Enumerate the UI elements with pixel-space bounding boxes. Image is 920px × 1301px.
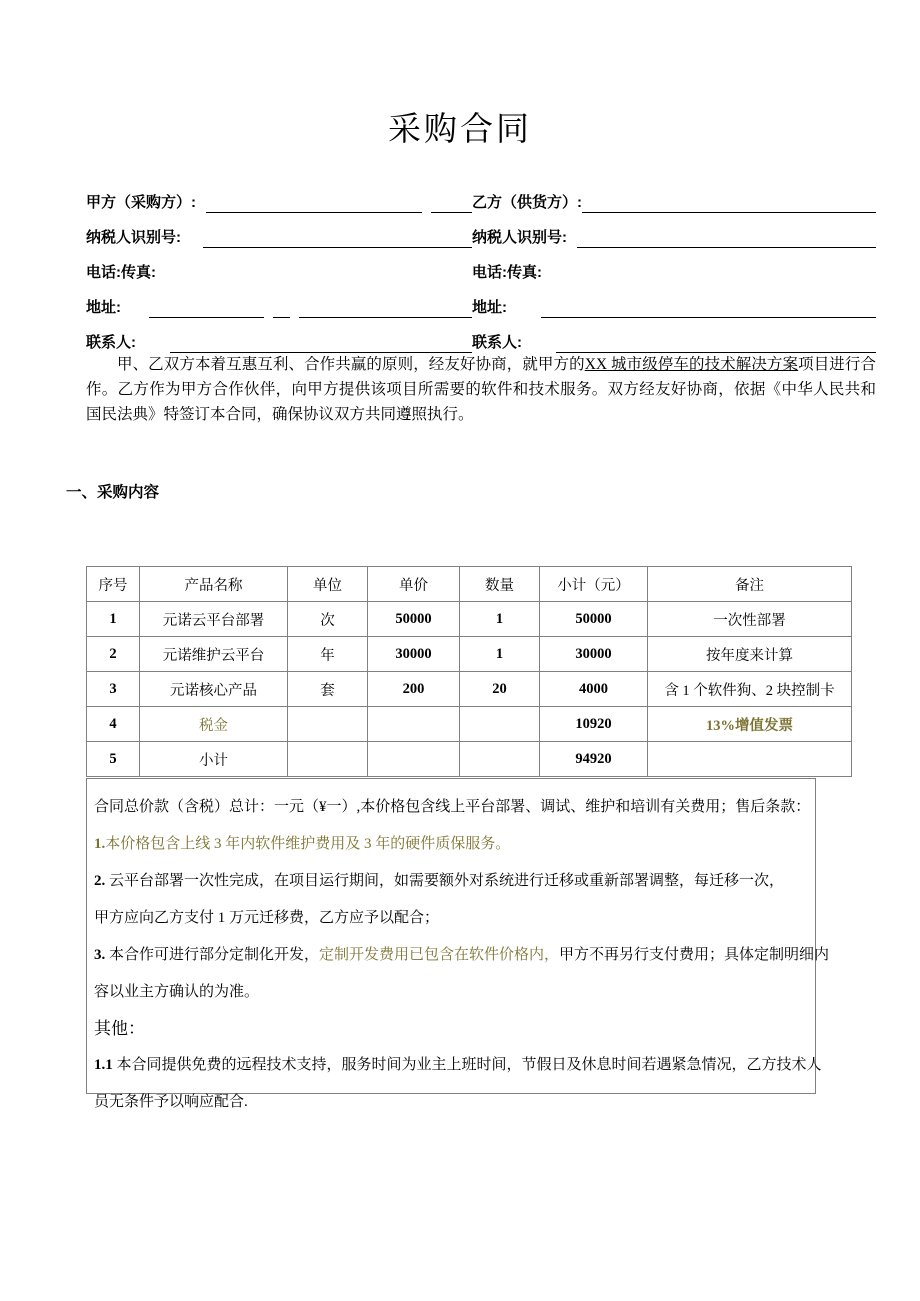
cell-unit <box>288 742 368 777</box>
party-input-seller[interactable] <box>582 195 876 213</box>
terms-and-conditions-box <box>86 778 830 1110</box>
cell-unit: 年 <box>288 637 368 672</box>
address-input-buyer-part3[interactable] <box>299 300 472 318</box>
terms-item-1-1 <box>94 1047 822 1084</box>
party-row-taxid <box>86 213 876 248</box>
cell-remark: 按年度来计算 <box>648 637 852 672</box>
cell-price: 50000 <box>368 602 460 637</box>
phone-input-buyer[interactable] <box>162 266 472 283</box>
address-label-buyer: 地址: <box>86 299 121 316</box>
cell-price <box>368 742 460 777</box>
cell-quantity <box>460 742 540 777</box>
terms-item-1 <box>94 826 808 863</box>
table-row <box>87 672 852 707</box>
contact-label-seller: 联系人: <box>472 334 522 351</box>
page-title: 采购合同 <box>388 112 532 148</box>
table-header-product: 产品名称 <box>140 567 288 602</box>
cell-unit: 套 <box>288 672 368 707</box>
cell-subtotal: 30000 <box>540 637 648 672</box>
terms-item-2-continued: 甲方应向乙方支付 1 万元迁移费，乙方应予以配合； <box>94 910 440 926</box>
cell-price: 200 <box>368 672 460 707</box>
taxid-label-buyer: 纳税人识别号: <box>86 229 181 246</box>
address-field-buyer <box>86 298 472 318</box>
table-row <box>87 637 852 672</box>
cell-remark: 一次性部署 <box>648 602 852 637</box>
cell-remark: 含 1 个软件狗、2 块控制卡 <box>648 672 852 707</box>
terms-item-3-continued: 容以业主方确认的为准。 <box>94 984 260 1000</box>
cell-subtotal: 50000 <box>540 602 648 637</box>
terms-item-1-number: 1. <box>94 836 106 852</box>
phone-label-seller: 电话:传真: <box>472 264 542 281</box>
cell-product: 元诺云平台部署 <box>140 602 288 637</box>
address-label-seller: 地址: <box>472 299 507 316</box>
cell-quantity: 1 <box>460 637 540 672</box>
terms-total-price-line: 合同总价款（含税）总计：一元（¥一）,本价格包含线上平台部署、调试、维护和培训有关费用；售后条款： <box>94 799 811 815</box>
cell-index: 3 <box>87 672 140 707</box>
spacer <box>264 301 273 318</box>
terms-item-2 <box>94 863 808 900</box>
contact-label-buyer: 联系人: <box>86 334 136 351</box>
party-input-buyer-extra[interactable] <box>431 195 472 213</box>
intro-text-part2: 项目进行合作。乙方作为甲方合作伙伴，向甲方提供该项目所需要的软件和技术服务。双方经友好协商，依据《中华人民共和国民法典》特签订本合同，确保协议双方共同遵照执行。 <box>86 356 876 423</box>
party-input-buyer[interactable] <box>206 195 422 213</box>
taxid-field-seller <box>472 228 876 248</box>
table-header-unit: 单位 <box>288 567 368 602</box>
party-label-buyer: 甲方（采购方）: <box>86 194 196 211</box>
taxid-label-seller: 纳税人识别号: <box>472 229 567 246</box>
cell-unit <box>288 707 368 742</box>
table-row <box>87 707 852 742</box>
cell-index: 4 <box>87 707 140 742</box>
cell-index: 2 <box>87 637 140 672</box>
spacer <box>290 301 299 318</box>
cell-price <box>368 707 460 742</box>
phone-label-buyer: 电话:传真: <box>86 264 156 281</box>
cell-quantity: 1 <box>460 602 540 637</box>
terms-item-2-number: 2. <box>94 873 106 889</box>
contact-field-buyer <box>86 333 472 353</box>
cell-remark: 13%增值发票 <box>648 707 852 742</box>
table-header-price: 单价 <box>368 567 460 602</box>
terms-other-heading: 其他： <box>94 1019 145 1038</box>
terms-item-1-1-continued: 员无条件予以响应配合. <box>94 1094 248 1110</box>
contact-input-seller[interactable] <box>556 335 876 353</box>
terms-item-1-text: 本价格包含上线 3 年内软件维护费用及 3 年的硬件质保服务。 <box>105 836 511 852</box>
party-field-buyer <box>86 193 472 213</box>
terms-item-3-text-b: 甲方不再另行支付费用；具体定制明细内 <box>559 947 830 963</box>
party-row-contact <box>86 318 876 353</box>
cell-product: 元诺核心产品 <box>140 672 288 707</box>
table-header-row <box>87 567 852 602</box>
phone-field-buyer <box>86 263 472 283</box>
cell-unit: 次 <box>288 602 368 637</box>
contact-field-seller <box>472 333 876 353</box>
party-row-buyer-seller <box>86 178 876 213</box>
intro-project-name: XX 城市级停车的技术解决方案 <box>584 356 799 373</box>
address-input-buyer-part1[interactable] <box>149 300 264 318</box>
table-header-subtotal: 小计（元） <box>540 567 648 602</box>
cell-subtotal: 4000 <box>540 672 648 707</box>
party-information-block <box>86 178 876 353</box>
terms-item-3-number: 3. <box>94 947 106 963</box>
cell-product: 税金 <box>140 707 288 742</box>
cell-quantity: 20 <box>460 672 540 707</box>
terms-item-2-text: 云平台部署一次性完成，在项目运行期间，如需要额外对系统进行迁移或重新部署调整，每迁移一次， <box>105 873 785 889</box>
address-input-buyer-part2[interactable] <box>273 300 290 318</box>
cell-index: 5 <box>87 742 140 777</box>
address-input-seller[interactable] <box>541 300 876 318</box>
party-field-seller <box>472 193 876 213</box>
table-row <box>87 742 852 777</box>
taxid-field-buyer <box>86 228 472 248</box>
procurement-table <box>86 566 852 777</box>
table-row <box>87 602 852 637</box>
terms-item-1-1-text: 本合同提供免费的远程技术支持，服务时间为业主上班时间，节假日及休息时间若遇紧急情况，乙方技术人 <box>112 1057 822 1073</box>
cell-product: 小计 <box>140 742 288 777</box>
terms-item-1-1-number: 1.1 <box>94 1057 113 1073</box>
table-header-remark: 备注 <box>648 567 852 602</box>
cell-price: 30000 <box>368 637 460 672</box>
party-label-seller: 乙方（供货方）: <box>472 194 582 211</box>
terms-item-3-highlight: 定制开发费用已包含在软件价格内， <box>319 947 560 963</box>
taxid-input-seller[interactable] <box>577 230 876 248</box>
phone-input-seller[interactable] <box>548 266 876 283</box>
cell-subtotal: 10920 <box>540 707 648 742</box>
table-header-index: 序号 <box>87 567 140 602</box>
phone-field-seller <box>472 263 876 283</box>
cell-index: 1 <box>87 602 140 637</box>
cell-product: 元诺维护云平台 <box>140 637 288 672</box>
intro-text-part1: 甲、乙双方本着互惠互利、合作共赢的原则，经友好协商，就甲方的 <box>117 356 585 373</box>
contact-input-buyer[interactable] <box>170 335 472 353</box>
section-heading-procurement: 一、采购内容 <box>66 484 160 501</box>
cell-subtotal: 94920 <box>540 742 648 777</box>
table-header-quantity: 数量 <box>460 567 540 602</box>
taxid-input-buyer[interactable] <box>203 230 472 248</box>
terms-item-3 <box>94 937 830 974</box>
intro-paragraph <box>86 352 876 427</box>
spacer <box>422 196 431 213</box>
party-row-phone-fax <box>86 248 876 283</box>
cell-remark <box>648 742 852 777</box>
terms-item-3-text-a: 本合作可进行部分定制化开发， <box>105 947 320 963</box>
party-row-address <box>86 283 876 318</box>
address-field-seller <box>472 298 876 318</box>
cell-quantity <box>460 707 540 742</box>
